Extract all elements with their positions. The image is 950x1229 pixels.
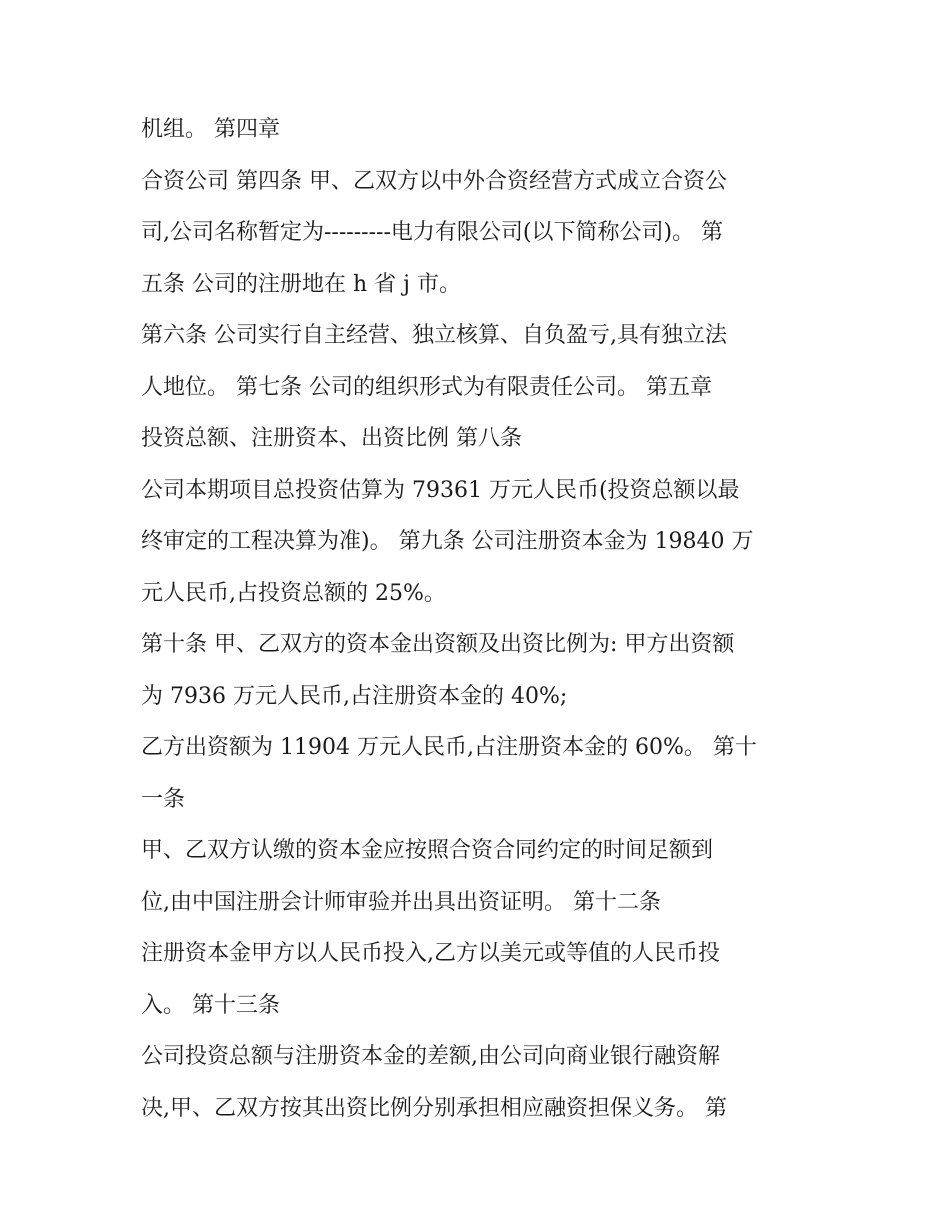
document-body [141, 104, 821, 1134]
text-line: 第六条 公司实行自主经营、独立核算、自负盈亏,具有独立法 [141, 323, 727, 348]
text-line: 公司本期项目总投资估算为 79361 万元人民币(投资总额以最 [141, 477, 740, 503]
text-line: 决,甲、乙双方按其出资比例分别承担相应融资担保义务。 第 [141, 1095, 727, 1121]
text-line: 公司投资总额与注册资本金的差额,由公司向商业银行融资解 [141, 1044, 720, 1069]
text-line: 合资公司 第四条 甲、乙双方以中外合资经营方式成立合资公 [141, 168, 727, 194]
text-line: 人地位。 第七条 公司的组织形式为有限责任公司。 第五章 [141, 374, 712, 400]
text-line: 一条 [141, 786, 186, 812]
text-line: 元人民币,占投资总额的 25%。 [141, 580, 446, 606]
text-line: 投资总额、注册资本、出资比例 第八条 [141, 426, 522, 451]
text-line: 为 7936 万元人民币,占注册资本金的 40%; [141, 683, 568, 709]
text-line: 机组。 第四章 [141, 117, 280, 142]
text-line: 入。 第十三条 [141, 992, 280, 1018]
text-line: 司,公司名称暂定为---------电力有限公司(以下简称公司)。 第 [141, 220, 724, 245]
text-line: 终审定的工程决算为准)。 第九条 公司注册资本金为 19840 万 [141, 529, 754, 554]
text-line: 五条 公司的注册地在 h 省 j 市。 [141, 271, 461, 297]
text-line: 乙方出资额为 11904 万元人民币,占注册资本金的 60%。 第十 [141, 735, 757, 760]
text-line: 注册资本金甲方以人民币投入,乙方以美元或等值的人民币投 [141, 941, 720, 966]
text-line: 位,由中国注册会计师审验并出具出资证明。 第十二条 [141, 889, 661, 915]
text-line: 甲、乙双方认缴的资本金应按照合资合同约定的时间足额到 [141, 838, 714, 863]
text-line: 第十条 甲、乙双方的资本金出资额及出资比例为: 甲方出资额 [141, 632, 735, 657]
